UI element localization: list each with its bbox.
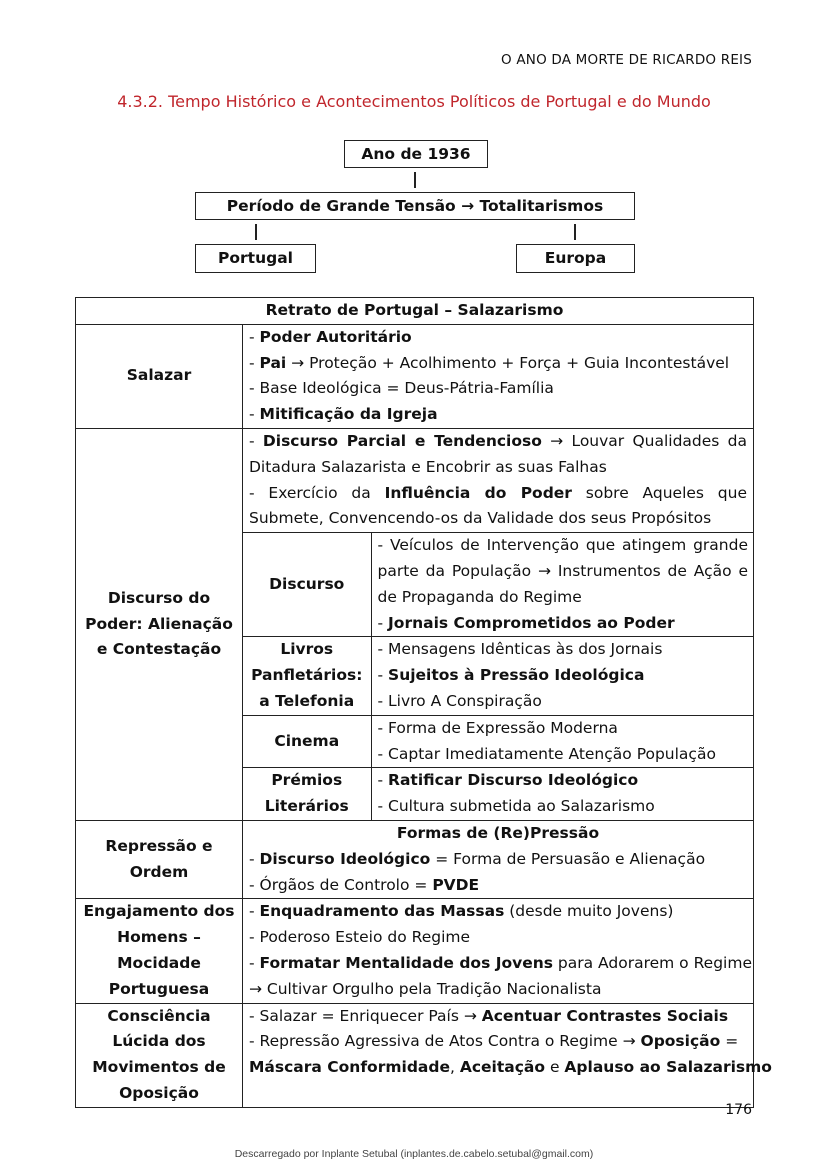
sub-content-discurso: - Veículos de Intervenção que atingem grande parte da População → Instrumentos de Ação e de Propaganda do Regime - Jornais Comprometidos ao Poder xyxy=(371,533,754,637)
portugal-box: Portugal xyxy=(195,244,316,273)
table-row xyxy=(76,899,754,1003)
table-title: Retrato de Portugal – Salazarismo xyxy=(76,298,754,325)
row-label-discurso: Discurso do Poder: Alienação e Contestação xyxy=(76,428,243,820)
download-footer: Descarregado por Inplante Setubal (inplantes.de.cabelo.setubal@gmail.com) xyxy=(234,1148,594,1160)
sub-label-cinema: Cinema xyxy=(243,715,371,768)
sub-content-cinema: - Forma de Expressão Moderna - Captar Imediatamente Atenção População xyxy=(371,715,754,768)
connector-line xyxy=(574,224,576,240)
row-content-repressao: Formas de (Re)Pressão - Discurso Ideológico = Forma de Persuasão e Alienação - Órgãos de Controlo = PVDE xyxy=(243,820,754,898)
discurso-subtable xyxy=(243,533,754,820)
portrait-table xyxy=(75,297,772,1108)
row-content-consciencia: - Salazar = Enriquecer País → Acentuar Contrastes Sociais - Repressão Agressiva de Atos Contra o Regime → Oposição = Máscara Conformidade, Aceitação e Aplauso ao Salazarismo xyxy=(243,1003,754,1107)
page-number: 176 xyxy=(725,1102,752,1118)
connector-line xyxy=(255,224,257,240)
subtable-row xyxy=(243,533,754,637)
running-header: O ANO DA MORTE DE RICARDO REIS xyxy=(501,52,752,68)
table-row xyxy=(76,1003,754,1107)
subtable-row xyxy=(243,715,754,768)
row-content-engajamento: - Enquadramento das Massas (desde muito Jovens) - Poderoso Esteio do Regime - Formatar Mentalidade dos Jovens para Adorarem o Regime → Cultivar Orgulho pela Tradição Nacionalista xyxy=(243,899,754,1003)
year-box: Ano de 1936 xyxy=(344,140,488,168)
sub-label-discurso: Discurso xyxy=(243,533,371,637)
row-content-discurso-intro: - Discurso Parcial e Tendencioso → Louvar Qualidades da Ditadura Salazarista e Encobrir as suas Falhas - Exercício da Influência do Poder sobre Aqueles que Submete, Convencendo-os da Validade dos seus Propósitos xyxy=(243,428,754,532)
row-label-engajamento: Engajamento dos Homens – Mocidade Portuguesa xyxy=(76,899,243,1003)
europa-box: Europa xyxy=(516,244,635,273)
row-content-salazar: - Poder Autoritário - Pai → Proteção + Acolhimento + Força + Guia Incontestável - Base Ideológica = Deus-Pátria-Família - Mitificação da Igreja xyxy=(243,324,754,428)
sub-label-livros: Livros Panfletários: a Telefonia xyxy=(243,637,371,715)
section-title: 4.3.2. Tempo Histórico e Acontecimentos Políticos de Portugal e do Mundo xyxy=(117,92,711,111)
sub-label-premios: Prémios Literários xyxy=(243,768,371,820)
table-row xyxy=(76,820,754,898)
subtable-row xyxy=(243,768,754,820)
sub-content-premios: - Ratificar Discurso Ideológico - Cultura submetida ao Salazarismo xyxy=(371,768,754,820)
subtable-row xyxy=(243,637,754,715)
period-box: Período de Grande Tensão → Totalitarismos xyxy=(195,192,635,220)
table-row xyxy=(76,428,754,532)
row-label-consciencia: Consciência Lúcida dos Movimentos de Oposição xyxy=(76,1003,243,1107)
row-label-repressao: Repressão e Ordem xyxy=(76,820,243,898)
sub-content-livros: - Mensagens Idênticas às dos Jornais - Sujeitos à Pressão Ideológica - Livro A Conspiração xyxy=(371,637,754,715)
connector-line xyxy=(414,172,416,188)
table-row xyxy=(76,324,754,428)
row-label-salazar: Salazar xyxy=(76,324,243,428)
discurso-subtable-cell xyxy=(243,533,754,821)
